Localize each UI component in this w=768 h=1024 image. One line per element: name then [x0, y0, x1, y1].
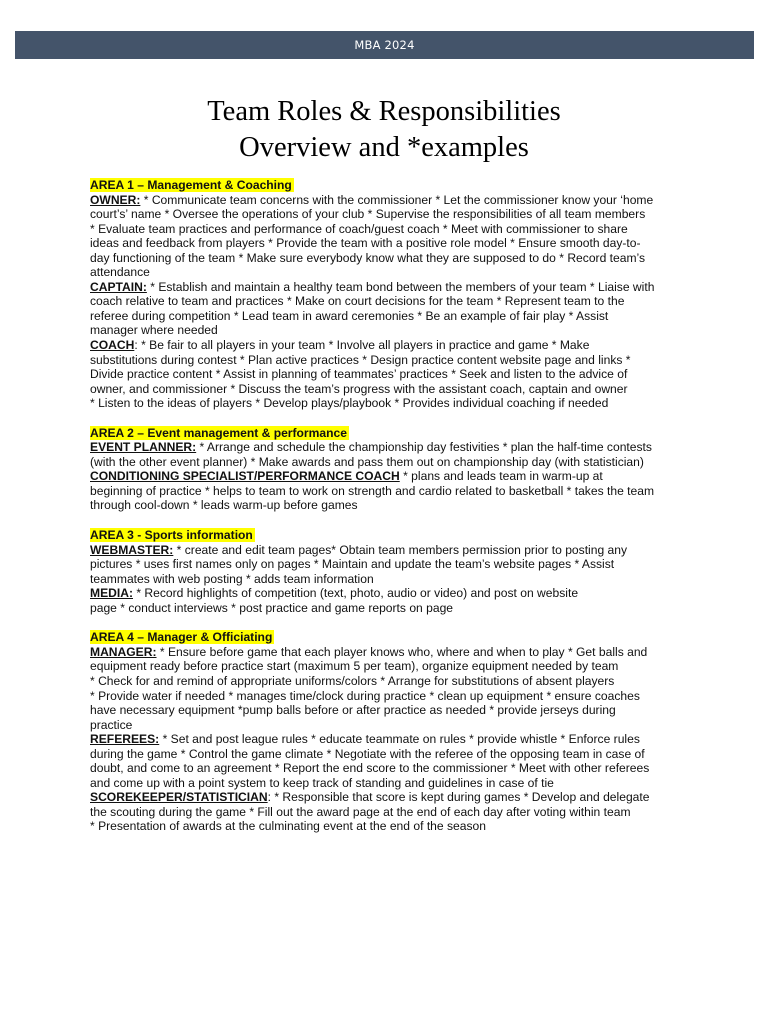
- area-heading: [90, 630, 690, 645]
- role-line: [90, 747, 690, 762]
- role-block: [90, 543, 690, 587]
- role-line: [90, 819, 690, 834]
- header-label: MBA 2024: [354, 38, 415, 52]
- role-description: beginning of practice * helps to team to work on strength and cardio related to basketball * takes the team: [90, 483, 655, 498]
- role-line: [90, 572, 690, 587]
- role-description: * Evaluate team practices and performance of coach/guest coach * Meet with commissioner to share: [90, 221, 628, 236]
- role-line: [90, 367, 690, 382]
- area-heading: [90, 528, 690, 543]
- role-description: * Ensure before game that each player knows who, where and when to play * Get balls and: [156, 644, 648, 659]
- role-line: [90, 469, 690, 484]
- role-line: [90, 455, 690, 470]
- role-description: day functioning of the team * Make sure everybody know what they are supposed to do * Record team’s: [90, 250, 646, 265]
- role-description: * Establish and maintain a healthy team bond between the members of your team * Liaise with: [146, 279, 655, 294]
- role-line: [90, 251, 690, 266]
- area-heading-text: AREA 1 – Management & Coaching: [90, 178, 292, 192]
- role-line: [90, 484, 690, 499]
- page-title-line-2: Overview and *examples: [239, 132, 529, 163]
- role-line: [90, 265, 690, 280]
- role-name: WEBMASTER:: [90, 542, 174, 557]
- header-bar: [15, 31, 754, 59]
- area-heading: [90, 178, 690, 193]
- page-title-line-1: Team Roles & Responsibilities: [207, 96, 561, 127]
- role-description: doubt, and come to an agreement * Report the end score to the commissioner * Meet with other referees: [90, 761, 650, 776]
- role-block: [90, 193, 690, 280]
- role-block: [90, 469, 690, 513]
- role-line: [90, 236, 690, 251]
- role-description: coach relative to team and practices * Make on court decisions for the team * Represent team to the: [90, 294, 625, 309]
- role-name: REFEREES:: [90, 732, 160, 747]
- role-line: [90, 294, 690, 309]
- role-line: [90, 280, 690, 295]
- role-description: * Listen to the ideas of players * Develop plays/playbook * Provides individual coaching if needed: [90, 396, 609, 411]
- role-description: Divide practice content * Assist in planning of teammates’ practices * Seek and listen to the advice of: [90, 367, 628, 382]
- role-line: [90, 309, 690, 324]
- role-name: SCOREKEEPER/STATISTICIAN: [90, 790, 268, 805]
- role-description: equipment ready before practice start (maximum 5 per team), organize equipment needed by team: [90, 659, 619, 674]
- area-heading-text: AREA 4 – Manager & Officiating: [90, 630, 273, 645]
- role-line: [90, 586, 690, 601]
- role-name: MEDIA:: [90, 586, 133, 601]
- role-line: [90, 674, 690, 689]
- role-description: * Check for and remind of appropriate uniforms/colors * Arrange for substitutions of absent players: [90, 673, 615, 688]
- role-block: [90, 645, 690, 732]
- section-gap: [90, 615, 690, 630]
- role-description: (with the other event planner) * Make awards and pass them out on championship day (with statistician): [90, 454, 644, 469]
- role-description: have necessary equipment *pump balls before or after practice as needed * provide jerseys during: [90, 703, 616, 718]
- role-description: manager where needed: [90, 323, 218, 338]
- role-line: [90, 790, 690, 805]
- role-block: [90, 586, 690, 615]
- role-line: [90, 338, 690, 353]
- role-line: [90, 396, 690, 411]
- role-line: [90, 557, 690, 572]
- document-body: [90, 178, 690, 834]
- role-line: [90, 718, 690, 733]
- role-line: [90, 659, 690, 674]
- role-description: * Communicate team concerns with the commissioner * Let the commissioner know your ‘home: [140, 192, 654, 207]
- role-description: * create and edit team pages* Obtain team members permission prior to posting any: [173, 542, 628, 557]
- role-description: * Presentation of awards at the culminating event at the end of the season: [90, 819, 486, 834]
- role-description: practice: [90, 717, 133, 732]
- role-description: substitutions during contest * Plan active practices * Design practice content website page and links *: [90, 352, 631, 367]
- area-heading-text: AREA 2 – Event management & performance: [90, 425, 347, 440]
- role-description: * Provide water if needed * manages time/clock during practice * clean up equipment * ensure coaches: [90, 688, 640, 703]
- role-name: COACH: [90, 338, 135, 353]
- role-line: [90, 645, 690, 660]
- role-name: OWNER:: [90, 192, 141, 207]
- role-line: [90, 805, 690, 820]
- role-description: attendance: [90, 265, 150, 280]
- role-line: [90, 498, 690, 513]
- role-line: [90, 761, 690, 776]
- role-block: [90, 790, 690, 834]
- role-block: [90, 732, 690, 790]
- role-line: [90, 543, 690, 558]
- role-description: pictures * uses first names only on pages * Maintain and update the team’s website pages * Assist: [90, 557, 615, 572]
- role-description: * Set and post league rules * educate teammate on rules * provide whistle * Enforce rules: [159, 732, 640, 747]
- role-name: MANAGER:: [90, 644, 157, 659]
- role-line: [90, 440, 690, 455]
- section-gap: [90, 411, 690, 426]
- role-line: [90, 323, 690, 338]
- area-heading: [90, 426, 690, 441]
- role-description: * Record highlights of competition (text, photo, audio or video) and post on website: [133, 586, 579, 601]
- role-description: teammates with web posting * adds team information: [90, 571, 374, 586]
- role-description: * Arrange and schedule the championship day festivities * plan the half-time contests: [196, 440, 652, 455]
- role-line: [90, 222, 690, 237]
- role-line: [90, 207, 690, 222]
- section-gap: [90, 513, 690, 528]
- role-description: * plans and leads team in warm-up at: [399, 469, 603, 484]
- role-line: [90, 689, 690, 704]
- role-description: and come up with a point system to keep track of standing and guidelines in case of tie: [90, 775, 554, 790]
- role-block: [90, 440, 690, 469]
- role-line: [90, 353, 690, 368]
- role-name: CAPTAIN:: [90, 279, 147, 294]
- role-line: [90, 193, 690, 208]
- role-description: the scouting during the game * Fill out the award page at the end of each day after voting within team: [90, 804, 631, 819]
- role-description: during the game * Control the game climate * Negotiate with the referee of the opposing team in case of: [90, 746, 645, 761]
- role-description: referee during competition * Lead team in award ceremonies * Be an example of fair play * Assist: [90, 308, 609, 323]
- role-name: EVENT PLANNER:: [90, 440, 197, 455]
- role-line: [90, 732, 690, 747]
- role-description: court’s’ name * Oversee the operations of your club * Supervise the responsibilities of all team members: [90, 207, 646, 222]
- role-block: [90, 280, 690, 338]
- role-block: [90, 338, 690, 411]
- role-line: [90, 601, 690, 616]
- role-line: [90, 703, 690, 718]
- role-line: [90, 382, 690, 397]
- role-line: [90, 776, 690, 791]
- role-name: CONDITIONING SPECIALIST/PERFORMANCE COACH: [90, 469, 400, 484]
- role-description: owner, and commissioner * Discuss the team’s progress with the assistant coach, captain and owner: [90, 381, 628, 396]
- role-description: through cool-down * leads warm-up before games: [90, 498, 358, 513]
- area-heading-text: AREA 3 - Sports information: [90, 528, 253, 543]
- role-description: : * Responsible that score is kept during games * Develop and delegate: [267, 790, 650, 805]
- role-description: page * conduct interviews * post practice and game reports on page: [90, 600, 454, 615]
- role-description: ideas and feedback from players * Provide the team with a positive role model * Ensure smooth day-to-: [90, 236, 641, 251]
- role-description: : * Be fair to all players in your team * Involve all players in practice and game * Make: [134, 338, 590, 353]
